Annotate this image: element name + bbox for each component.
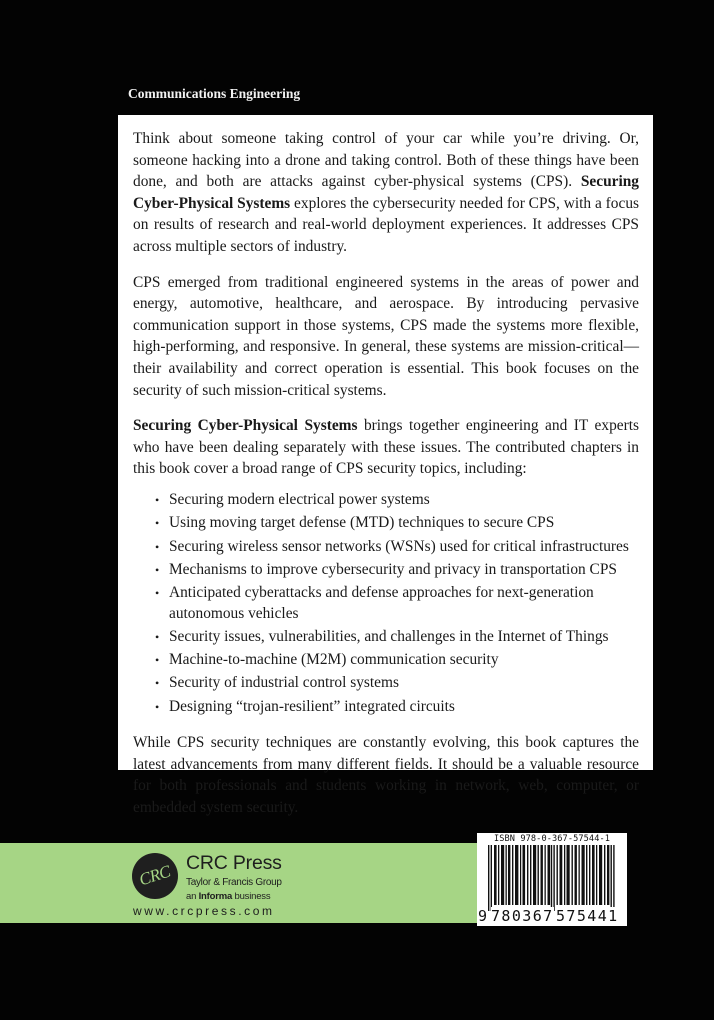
intro-paragraph xyxy=(133,128,639,258)
intro-text-b: explores the cybersecurity needed for CPS, with a focus on results of research and real-world deployment experiences. It addresses CPS across multiple sectors of industry. xyxy=(133,194,639,255)
publisher-url: www.crcpress.com xyxy=(133,904,275,918)
topics-list xyxy=(133,490,639,717)
series-title: Communications Engineering xyxy=(128,86,301,101)
ean-right-group: 575441 xyxy=(556,907,619,925)
topic-item: • Anticipated cyberattacks and defense approaches for next-generation autonomous vehicles xyxy=(155,583,639,624)
business-prefix: an xyxy=(186,891,199,902)
publisher-group: Taylor & Francis Group xyxy=(186,877,282,888)
background-paragraph: CPS emerged from traditional engineered systems in the areas of power and energy, automotive, healthcare, and aerospace. By introducing pervasive communication support in those systems, CPS made the systems more flexible, high-performing, and responsive. In general, these systems are mission-critical—their availability and correct operation is essential. This book focuses on the security of such mission-critical systems. xyxy=(133,273,639,399)
topic-item: • Securing modern electrical power systems xyxy=(155,490,639,511)
topic-item: • Security issues, vulnerabilities, and challenges in the Internet of Things xyxy=(155,627,639,648)
crc-logo-icon xyxy=(132,853,178,899)
contents-intro-paragraph xyxy=(133,415,639,480)
logo-text: CRC xyxy=(136,861,173,890)
contents-intro-text: brings together engineering and IT experts who have been dealing separately with these issues. The contributed chapters in this book cover a broad range of CPS security topics, including: xyxy=(133,417,639,478)
isbn-barcode xyxy=(477,833,627,926)
business-suffix: business xyxy=(232,891,271,902)
isbn-label: ISBN 978-0-367-57544-1 xyxy=(493,834,611,844)
closing-paragraph: While CPS security techniques are constantly evolving, this book captures the latest advancements from many different fields. It should be a valuable resource for both professionals and students working in network, web, computer, or embedded system security. xyxy=(133,734,639,817)
topic-item: • Using moving target defense (MTD) techniques to secure CPS xyxy=(155,513,639,534)
ean-left-group: 780367 xyxy=(491,907,554,925)
topic-item: • Designing “trojan-resilient” integrated circuits xyxy=(155,697,639,718)
barcode-bars-icon xyxy=(487,845,617,911)
topic-item: • Securing wireless sensor networks (WSNs) used for critical infrastructures xyxy=(155,537,639,558)
publisher-name: CRC Press xyxy=(186,852,282,874)
ean-first-digit: 9 xyxy=(478,907,488,925)
topic-item: • Security of industrial control systems xyxy=(155,673,639,694)
description-panel xyxy=(118,115,653,817)
book-title-bold: Securing Cyber-Physical Systems xyxy=(133,417,358,435)
business-brand: Informa xyxy=(198,891,233,902)
intro-text-a: Think about someone taking control of your car while you’re driving. Or, someone hacking into a drone and taking control. Both of these things have been done, and both are attacks against cyber-physical systems (CPS). xyxy=(133,130,639,191)
topic-item: • Mechanisms to improve cybersecurity and privacy in transportation CPS xyxy=(155,560,639,581)
publisher-business-line xyxy=(186,891,270,902)
book-title-bold: Securing Cyber-Physical Systems xyxy=(133,173,639,212)
topic-item: • Machine-to-machine (M2M) communication security xyxy=(155,650,639,671)
